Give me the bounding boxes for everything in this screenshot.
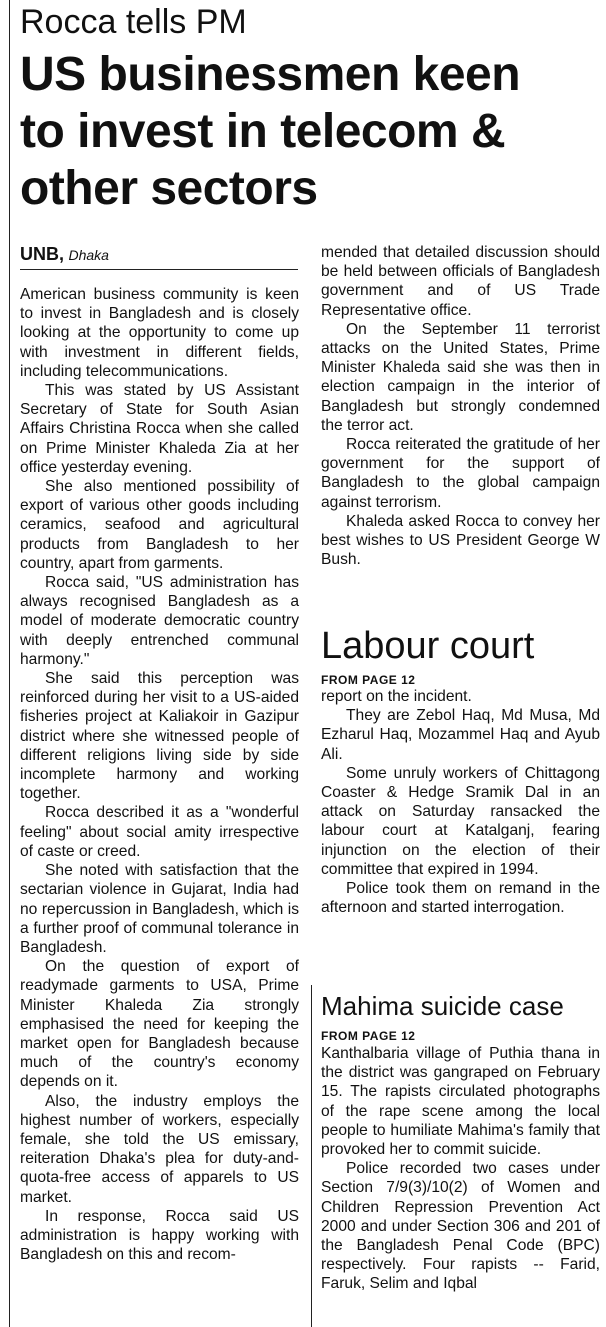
paragraph: They are Zebol Haq, Md Musa, Md Ezharul Haq, Mozammel Haq and Ayub Ali. <box>321 707 600 763</box>
mahima-from-page: FROM PAGE 12 <box>321 1029 416 1043</box>
paragraph: On the question of export of readymade garments to USA, Prime Minister Khaleda Zia strongly emphasised the need for keeping the market open for Bangladesh because much of the country's economy depends on it. <box>20 958 299 1091</box>
headline-line: other sectors <box>20 162 318 215</box>
paragraph: On the September 11 terrorist attacks on the United States, Prime Minister Khaleda said she was then in election campaign in the interior of Bangladesh but strongly condemned the terror act. <box>321 320 600 434</box>
byline-place: Dhaka <box>68 247 109 263</box>
article-kicker: Rocca tells PM <box>20 3 247 41</box>
paragraph: In response, Rocca said US administration is happy working with Bangladesh on this and recom- <box>20 1207 299 1264</box>
paragraph: She noted with satisfaction that the sectarian violence in Gujarat, India had no repercussion in Bangladesh, which is a further proof of communal tolerance in Bangladesh. <box>20 862 299 956</box>
paragraph: report on the incident. <box>321 688 472 705</box>
paragraph: Rocca said, "US administration has always recognised Bangladesh as a model of moderate democratic country with deeply entrenched communal harmony." <box>20 574 299 668</box>
column-rule-left <box>9 0 10 1327</box>
paragraph: Rocca reiterated the gratitude of her government for the support of Bangladesh to the global campaign against terrorism. <box>321 436 600 511</box>
labour-from-page: FROM PAGE 12 <box>321 673 416 687</box>
mahima-body <box>321 1044 600 1294</box>
paragraph: Rocca described it as a "wonderful feeling" about social amity irrespective of caste or creed. <box>20 804 299 860</box>
mahima-title: Mahima suicide case <box>321 991 564 1021</box>
headline-line: US businessmen keen <box>20 48 521 101</box>
paragraph: She said this perception was reinforced during her visit to a US-aided fisheries project at Kaliakoir in Gazipur district where she witnessed people of different religions living side by side incomplete harmony and working together. <box>20 670 299 803</box>
paragraph: Also, the industry employs the highest number of workers, especially female, she told the US emissary, reiteration Dhaka's plea for duty-and-quota-free access of apparels to US market. <box>20 1092 299 1206</box>
paragraph: Some unruly workers of Chittagong Coaster & Hedge Sramik Dal in an attack on Saturday ransacked the labour court at Katalganj, fearing injunction on the election of their committee that expired in 1994. <box>321 764 600 878</box>
paragraph: This was stated by US Assistant Secretary of State for South Asian Affairs Christina Rocca when she called on Prime Minister Khaleda Zia at her office yesterday evening. <box>20 382 299 476</box>
labour-court-body <box>321 687 600 917</box>
byline <box>20 244 298 270</box>
labour-court-title: Labour court <box>321 625 535 667</box>
paragraph: Police recorded two cases under Section 7/9(3)/10(2) of Women and Children Repression Prevention Act 2000 and under Section 306 and 201 of the Bangladesh Penal Code (BPC) respectively. Four rapists -- Farid, Faruk, Selim and Iqbal <box>321 1160 600 1293</box>
article-headline <box>20 46 521 217</box>
article-body <box>20 285 299 1264</box>
paragraph: Kanthalbaria village of Puthia thana in the district was gangraped on February 15. The rapists circulated photographs of the rape scene among the local people to humiliate Mahima's family that provoked her to commit suicide. <box>321 1045 600 1159</box>
paragraph: mended that detailed discussion should be held between officials of Bangladesh government and of US Trade Representative office. <box>321 244 600 319</box>
paragraph: Police took them on remand in the afternoon and started interrogation. <box>321 880 600 917</box>
article-continuation <box>321 243 600 569</box>
headline-line: to invest in telecom & <box>20 105 506 158</box>
paragraph: She also mentioned possibility of export of various other goods including ceramics, seafood and agricultural products from Bangladesh to her country, apart from garments. <box>20 478 299 572</box>
byline-agency: UNB, <box>20 244 64 264</box>
column-rule-right <box>311 985 312 1327</box>
paragraph: American business community is keen to invest in Bangladesh and is closely looking at the opportunity to come up with investment in different fields, including telecommunications. <box>20 286 299 380</box>
paragraph: Khaleda asked Rocca to convey her best wishes to US President George W Bush. <box>321 512 600 569</box>
